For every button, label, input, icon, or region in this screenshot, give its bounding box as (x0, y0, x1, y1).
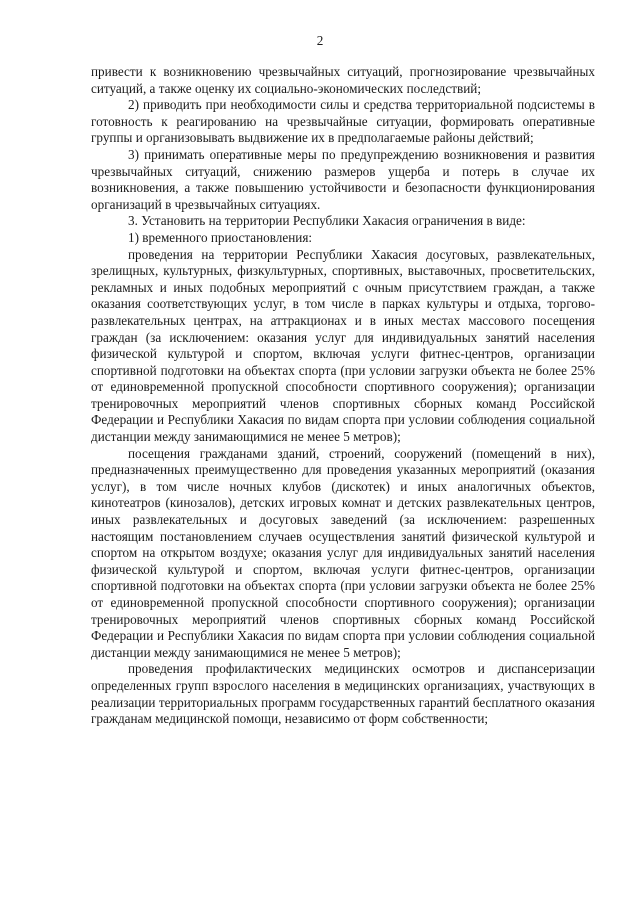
paragraph-subitem-1: 1) временного приостановления: (128, 229, 313, 245)
paragraph-events: проведения на территории Республики Хакасия досуговых, развлекательных, зрелищных, культурных, физкультурных, спортивных, выставочных, просветительских, рекламных и иных подобных мероприятий с очным присутствием граждан, а также оказания соответствующих услуг, в том числе в парках культуры и отдыха, торгово-развлекательных центрах, на аттракционах и в иных местах массового посещения граждан (за исключением: оказания услуг для индивидуальных занятий населения физической культурой и спортом, включая услуги фитнес-центров, организации спортивной подготовки на объектах спорта (при условии загрузки объекта не более 25% от единовременной пропускной способности спортивного сооружения); организации тренировочных мероприятий членов спортивных сборных команд Российской Федерации и Республики Хакасия по видам спорта при условии соблюдения социальной дистанции между занимающимися не менее 5 метров); (91, 246, 595, 445)
paragraph-section-3: 3. Установить на территории Республики Хакасия ограничения в виде: (128, 213, 526, 229)
paragraph-continuation: привести к возникновению чрезвычайных ситуаций, прогнозирование чрезвычайных ситуаций, а также оценку их социально-экономических последствий; (91, 64, 595, 96)
document-body (91, 64, 595, 728)
page-number: 2 (316, 33, 324, 48)
paragraph-item-3: 3) принимать оперативные меры по предупреждению возникновения и развития чрезвычайных ситуаций, снижению размеров ущерба и потерь в случае их возникновения, а также повышению устойчивости и безопасности функционирования организаций в чрезвычайных ситуациях. (91, 146, 595, 212)
paragraph-item-2: 2) приводить при необходимости силы и средства территориальной подсистемы в готовность к реагированию на чрезвычайные ситуации, формировать оперативные группы и организовывать выдвижение их в предполагаемые районы действий; (91, 97, 595, 146)
paragraph-medical: проведения профилактических медицинских осмотров и диспансеризации определенных групп взрослого населения в медицинских организациях, участвующих в реализации территориальных программ государственных гарантий бесплатного оказания гражданам медицинской помощи, независимо от форм собственности; (91, 661, 595, 727)
paragraph-buildings: посещения гражданами зданий, строений, сооружений (помещений в них), предназначенных преимущественно для проведения указанных мероприятий (оказания услуг), в том числе ночных клубов (дискотек) и иных аналогичных объектов, кинотеатров (кинозалов), детских игровых комнат и детских развлекательных центров, иных развлекательных и досуговых заведений (за исключением: разрешенных настоящим постановлением случаев осуществления занятий физической культурой и спортом на открытом воздухе; оказания услуг для индивидуальных занятий населения физической культурой и спортом, включая услуги фитнес-центров, организации спортивной подготовки на объектах спорта (при условии загрузки объекта не более 25% от единовременной пропускной способности спортивного сооружения); организации тренировочных мероприятий членов спортивных сборных команд Российской Федерации и Республики Хакасия по видам спорта при условии соблюдения социальной дистанции между занимающимися не менее 5 метров); (91, 445, 595, 660)
